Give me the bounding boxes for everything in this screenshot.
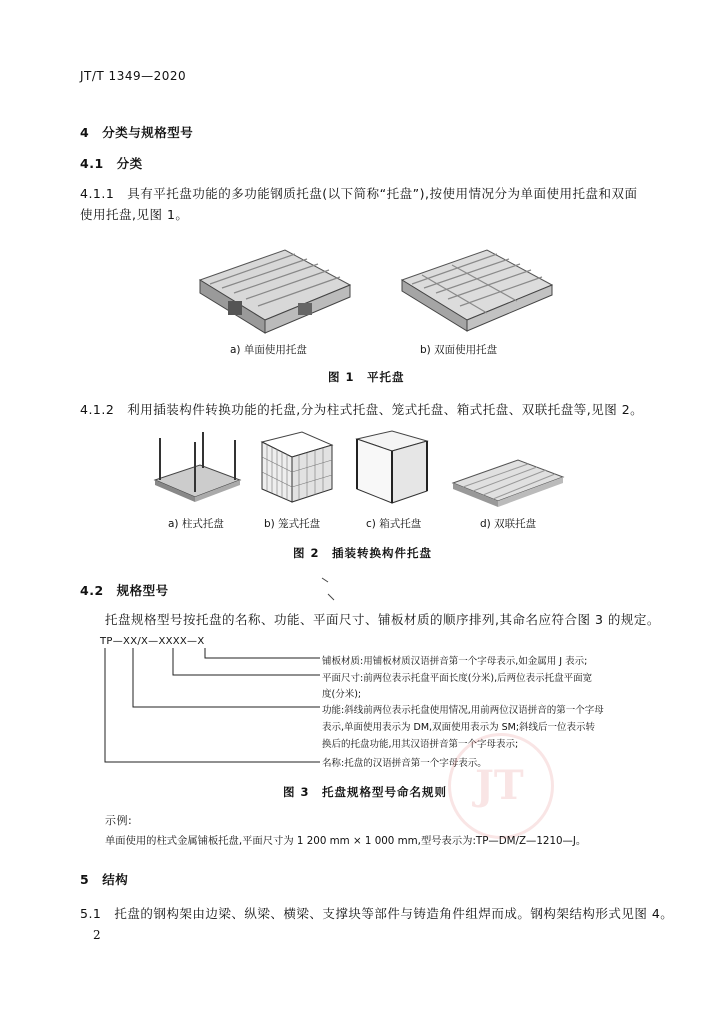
section-5-title: 5 结构 [80, 872, 129, 887]
figure3-lines [95, 645, 325, 770]
standard-code: JT/T 1349—2020 [80, 69, 187, 83]
scan-mark [320, 576, 340, 604]
figure2-image-a [150, 430, 245, 505]
desc-name: 名称:托盘的汉语拼音第一个字母表示。 [322, 758, 487, 769]
page-number: 2 [93, 928, 101, 942]
section-4-1-title: 4.1 分类 [80, 156, 143, 171]
figure3-title: 图 3 托盘规格型号命名规则 [283, 785, 448, 799]
figure2-image-c [352, 427, 432, 507]
figure2-image-d [448, 455, 568, 510]
section-4-2-title: 4.2 规格型号 [80, 583, 169, 598]
section-5-1: 5.1 托盘的钢构架由边梁、纵梁、横梁、支撑块等部件与铸造角件组焊而成。钢构架结构形式见图 4。 [80, 906, 674, 921]
example-label: 示例: [105, 814, 133, 827]
figure1-image-a [190, 245, 355, 335]
desc-material: 铺板材质:用铺板材质汉语拼音第一个字母表示,如金属用 J 表示; [322, 656, 588, 667]
figure2-image-b [257, 427, 337, 507]
figure2-caption-c: c) 箱式托盘 [366, 518, 422, 530]
figure2-caption-d: d) 双联托盘 [480, 518, 537, 530]
desc-function-line1: 功能:斜线前两位表示托盘使用情况,用前两位汉语拼音的第一个字母 [322, 705, 604, 716]
section-4-title: 4 分类与规格型号 [80, 125, 194, 140]
section-4-1-1-line2: 使用托盘,见图 1。 [80, 207, 189, 222]
figure1-title: 图 1 平托盘 [328, 370, 405, 384]
figure1-caption-b: b) 双面使用托盘 [420, 344, 498, 356]
section-4-1-1-line1: 4.1.1 具有平托盘功能的多功能钢质托盘(以下简称“托盘”),按使用情况分为单面使用托盘和双面 [80, 186, 638, 201]
figure1-caption-a: a) 单面使用托盘 [230, 344, 307, 356]
desc-size-line1: 平面尺寸:前两位表示托盘平面长度(分米),后两位表示托盘平面宽 [322, 673, 593, 684]
example-text: 单面使用的柱式金属铺板托盘,平面尺寸为 1 200 mm × 1 000 mm,型号表示为:TP—DM/Z—1210—J。 [105, 835, 587, 847]
desc-function-line2: 表示,单面使用表示为 DM,双面使用表示为 SM;斜线后一位表示转 [322, 722, 596, 733]
section-4-2-text: 托盘规格型号按托盘的名称、功能、平面尺寸、铺板材质的顺序排列,其命名应符合图 3 的规定。 [105, 612, 660, 627]
figure1-image-b [392, 245, 557, 335]
section-4-1-2: 4.1.2 利用插装构件转换功能的托盘,分为柱式托盘、笼式托盘、箱式托盘、双联托盘等,见图 2。 [80, 402, 644, 417]
model-code: TP—XX/X—XXXX—X [100, 636, 205, 647]
figure2-caption-a: a) 柱式托盘 [168, 518, 224, 530]
desc-size-line2: 度(分米); [322, 689, 362, 700]
figure2-caption-b: b) 笼式托盘 [264, 518, 321, 530]
desc-function-line3: 换后的托盘功能,用其汉语拼音第一个字母表示; [322, 739, 519, 750]
figure2-title: 图 2 插装转换构件托盘 [293, 546, 433, 560]
watermark-logo: JT [448, 733, 554, 839]
